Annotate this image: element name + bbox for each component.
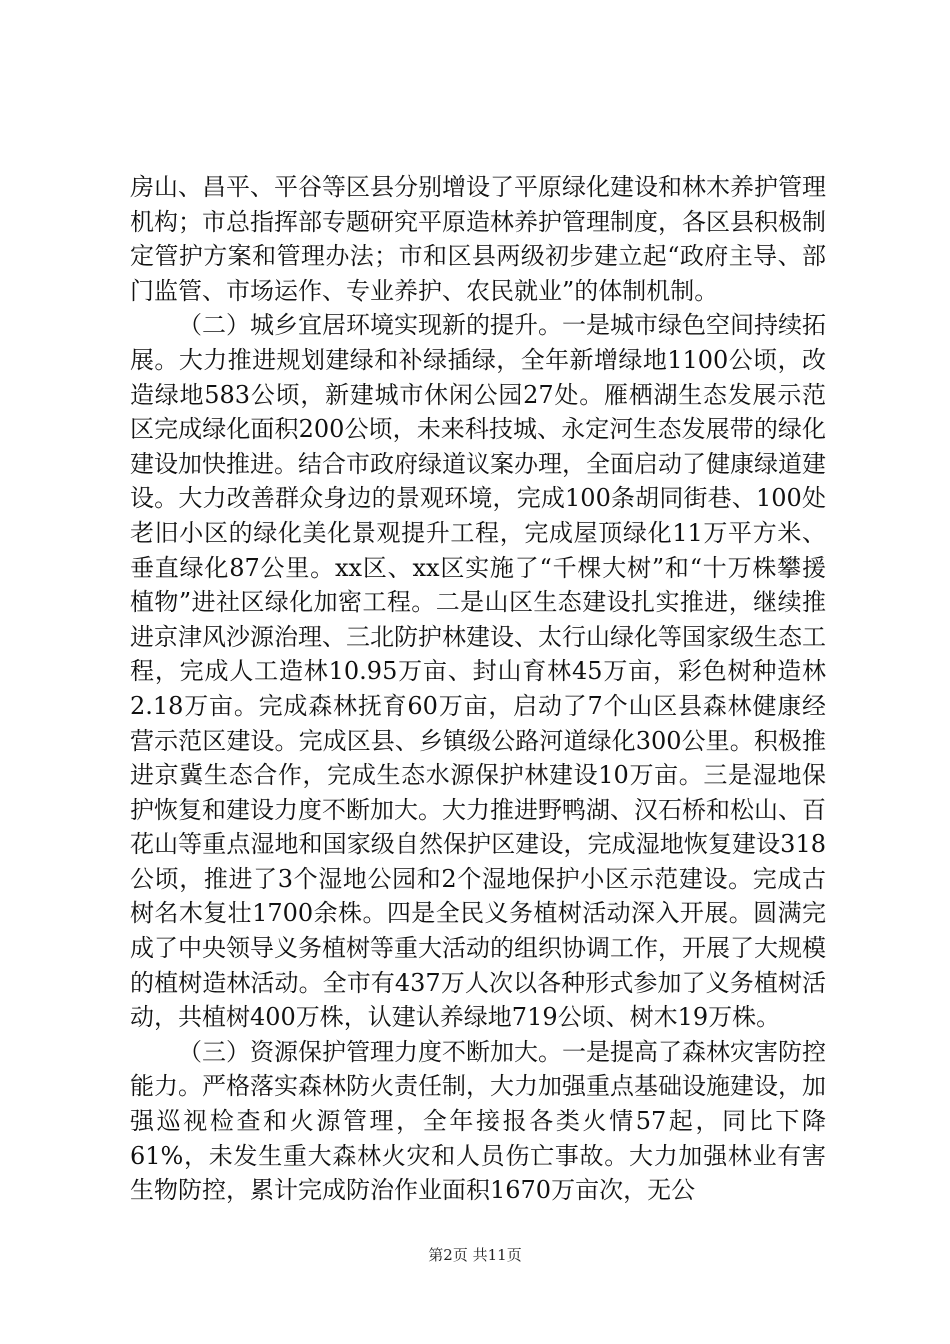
paragraph-section-two: （二）城乡宜居环境实现新的提升。一是城市绿色空间持续拓展。大力推进规划建绿和补绿插绿，全年新增绿地1100公顷，改造绿地583公顷，新建城市休闲公园27处。雁栖湖生态发展示范区完成绿化面积200公顷，未来科技城、永定河生态发展带的绿化建设加快推进。结合市政府绿道议案办理，全面启动了健康绿道建设。大力改善群众身边的景观环境，完成100条胡同街巷、100处老旧小区的绿化美化景观提升工程，完成屋顶绿化11万平方米、垂直绿化87公里。xx区、xx区实施了“千棵大树”和“十万株攀援植物”进社区绿化加密工程。二是山区生态建设扎实推进，继续推进京津风沙源治理、三北防护林建设、太行山绿化等国家级生态工程，完成人工造林10.95万亩、封山育林45万亩，彩色树种造林2.18万亩。完成森林抚育60万亩，启动了7个山区县森林健康经营示范区建设。完成区县、乡镇级公路河道绿化300公里。积极推进京冀生态合作，完成生态水源保护林建设10万亩。三是湿地保护恢复和建设力度不断加大。大力推进野鸭湖、汉石桥和松山、百花山等重点湿地和国家级自然保护区建设，完成湿地恢复建设318公顷，推进了3个湿地公园和2个湿地保护小区示范建设。完成古树名木复壮1700余株。四是全民义务植树活动深入开展。圆满完成了中央领导义务植树等重大活动的组织协调工作，开展了大规模的植树造林活动。全市有437万人次以各种形式参加了义务植树活动，共植树400万株，认建认养绿地719公顷、树木19万株。 — [130, 311, 826, 1032]
paragraph-continuation: 房山、昌平、平谷等区县分别增设了平原绿化建设和林木养护管理机构；市总指挥部专题研究平原造林养护管理制度，各区县积极制定管护方案和管理办法；市和区县两级初步建立起“政府主导、部门监管、市场运作、专业养护、农民就业”的体制机制。 — [130, 173, 826, 305]
page-number: 第2页 共11页 — [428, 1246, 522, 1264]
paragraph-section-three: （三）资源保护管理力度不断加大。一是提高了森林灾害防控能力。严格落实森林防火责任制，大力加强重点基础设施建设，加强巡视检查和火源管理，全年接报各类火情57起，同比下降61%，未发生重大森林火灾和人员伤亡事故。大力加强林业有害生物防控，累计完成防治作业面积1670万亩次，无公 — [130, 1037, 826, 1205]
document-body — [130, 170, 826, 1208]
page-footer — [0, 1245, 950, 1265]
